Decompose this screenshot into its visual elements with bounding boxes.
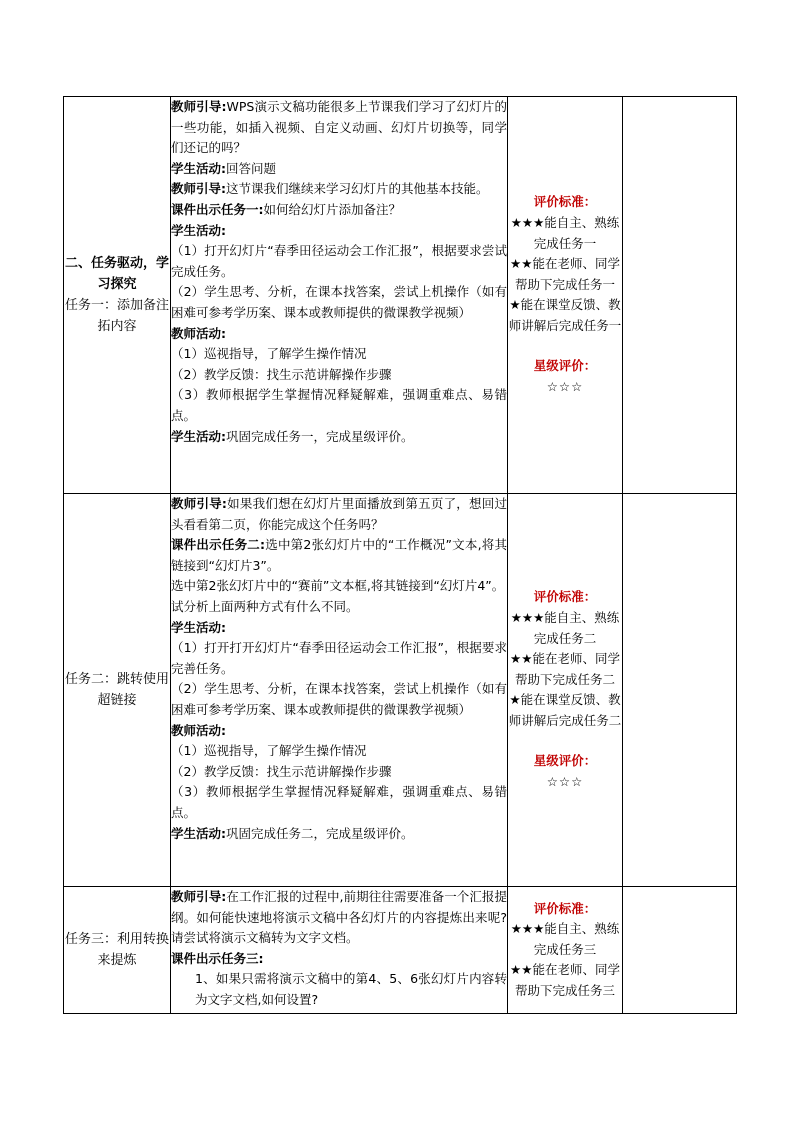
content-cell [171,97,508,494]
content-line: 学生活动: [171,619,226,635]
stage-task: 任务三：利用转换来提炼 [64,932,169,968]
evaluation-cell [508,97,623,494]
content-line: 教师引导:WPS演示文稿功能很多上节课我们学习了幻灯片的一些功能，如插入视频、自定义动画、幻灯片切换等，同学们还记的吗？ [171,99,507,156]
eval-line: ★能在课堂反馈、教师讲解后完成任务二 [508,692,622,728]
content-cell [171,887,508,1014]
star-rating-head: 星级评价： [533,358,597,374]
evaluation-cell [508,494,623,887]
content-line: （1）打开打开幻灯片“春季田径运动会工作汇报”，根据要求完善任务。 [171,640,507,676]
eval-line: ★★★能自主、熟练完成任务二 [510,609,620,646]
content-line: （2）教学反馈：找生示范讲解操作步骤 [171,763,392,779]
lesson-plan-table [63,96,737,1014]
content-line: （3）教师根据学生掌握情况释疑解难，强调重难点、易错点。 [171,784,507,820]
table-row-task1 [64,97,737,494]
star-rating-head: 星级评价： [533,753,597,769]
content-line: 教师引导:如果我们想在幻灯片里面播放到第五页了，想回过头看看第二页，你能完成这个任务吗？ [171,496,507,532]
empty-cell [623,887,737,1014]
content-line: （2）教学反馈：找生示范讲解操作步骤 [171,366,392,382]
empty-cell [623,494,737,887]
stage-title: 二、任务驱动，学习探究 [64,256,169,292]
stage-task: 任务一：添加备注拓内容 [64,298,169,334]
content-line: 1、如果只需将演示文稿中的第4、5、6张幻灯片内容转为文字文档,如何设置? [195,971,507,1007]
content-line: 课件出示任务二:选中第2张幻灯片中的“工作概况”文本,将其链接到“幻灯片3”。 [171,537,507,573]
star-rating: ☆☆☆ [546,774,584,790]
content-line: （3）教师根据学生掌握情况释疑解难，强调重难点、易错点。 [171,387,507,423]
content-line: 教师引导:这节课我们继续来学习幻灯片的其他基本技能。 [171,181,489,197]
eval-head: 评价标准： [533,194,597,210]
star-rating: ☆☆☆ [546,379,584,395]
eval-line: ★★能在老师、同学帮助下完成任务二 [510,651,620,687]
content-line: 教师活动: [171,722,226,738]
content-line: 选中第2张幻灯片中的“赛前”文本框,将其链接到“幻灯片4”。 [171,578,505,594]
content-line: 教师引导:在工作汇报的过程中,前期往往需要准备一个汇报提纲。如何能快速地将演示文稿中各幻灯片的内容提炼出来呢?请尝试将演示文稿转为文字文档。 [171,889,508,946]
content-line: 学生活动:巩固完成任务一，完成星级评价。 [171,428,414,444]
content-line: （2）学生思考、分析，在课本找答案，尝试上机操作（如有困难可参考学历案、课本或教师提供的微课教学视频） [171,681,507,717]
content-line: （1）打开幻灯片“春季田径运动会工作汇报”，根据要求尝试完成任务。 [171,243,507,279]
content-line: （2）学生思考、分析，在课本找答案，尝试上机操作（如有困难可参考学历案、课本或教师提供的微课教学视频） [171,284,507,320]
content-line: （1）巡视指导，了解学生操作情况 [171,743,367,759]
stage-cell [64,97,171,494]
eval-line: ★能在课堂反馈、教师讲解后完成任务一 [508,297,622,333]
eval-head: 评价标准： [533,589,597,605]
eval-line: ★★★能自主、熟练完成任务三 [510,921,620,957]
content-line: （1）巡视指导，了解学生操作情况 [171,346,367,362]
stage-cell [64,887,171,1014]
stage-task: 任务二：跳转使用超链接 [64,672,169,708]
evaluation-cell [508,887,623,1014]
eval-line: ★★能在老师、同学帮助下完成任务一 [510,256,620,292]
table-row-task3 [64,887,737,1014]
content-cell [171,494,508,887]
eval-line: ★★★能自主、熟练完成任务一 [510,214,620,251]
content-line: 课件出示任务一:如何给幻灯片添加备注？ [171,201,402,217]
eval-head: 评价标准： [533,900,597,916]
stage-cell [64,494,171,887]
empty-cell [623,97,737,494]
content-line: 教师活动: [171,325,226,341]
content-line: 课件出示任务三: [171,950,264,966]
content-line: 学生活动:巩固完成任务二，完成星级评价。 [171,825,414,841]
content-line: 学生活动: [171,222,226,238]
content-line: 试分析上面两种方式有什么不同。 [171,598,359,614]
eval-line: ★★能在老师、同学帮助下完成任务三 [510,962,620,998]
content-line: 学生活动:回答问题 [171,160,277,176]
table-row-task2 [64,494,737,887]
